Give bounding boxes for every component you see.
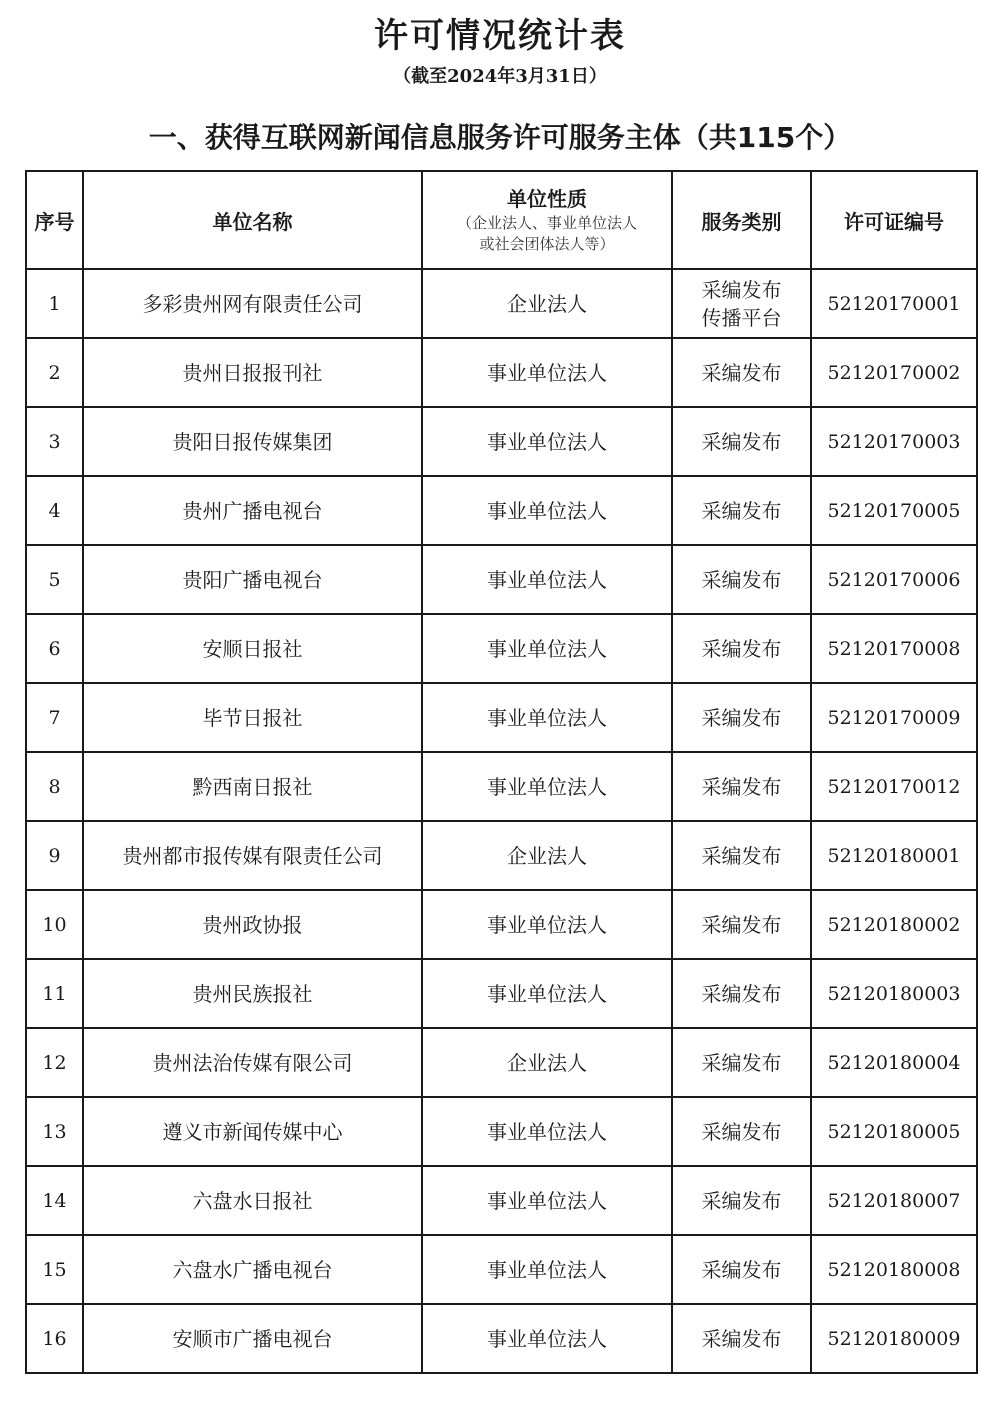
cell-service-type: 采编发布 (672, 1235, 811, 1304)
cell-index: 11 (26, 959, 83, 1028)
cell-index: 1 (26, 269, 83, 338)
cell-unit-name: 贵阳日报传媒集团 (83, 407, 422, 476)
cell-unit-nature: 事业单位法人 (422, 890, 672, 959)
cell-unit-name: 遵义市新闻传媒中心 (83, 1097, 422, 1166)
cell-license-number: 52120180008 (811, 1235, 977, 1304)
cell-license-number: 52120170005 (811, 476, 977, 545)
table-row (26, 890, 977, 959)
table-row (26, 1304, 977, 1373)
table-row (26, 407, 977, 476)
cell-unit-nature: 事业单位法人 (422, 1235, 672, 1304)
cell-unit-nature: 事业单位法人 (422, 959, 672, 1028)
table-row (26, 269, 977, 338)
table-row (26, 338, 977, 407)
table-row (26, 959, 977, 1028)
cell-unit-nature: 事业单位法人 (422, 407, 672, 476)
cell-service-type: 采编发布 (672, 476, 811, 545)
cell-license-number: 52120170009 (811, 683, 977, 752)
cell-unit-nature: 事业单位法人 (422, 338, 672, 407)
cell-index: 16 (26, 1304, 83, 1373)
cell-license-number: 52120180003 (811, 959, 977, 1028)
cell-license-number: 52120180007 (811, 1166, 977, 1235)
cell-service-type: 采编发布 (672, 890, 811, 959)
table-row (26, 614, 977, 683)
section-heading: 一、获得互联网新闻信息服务许可服务主体（共115个） (148, 121, 852, 154)
document-subtitle: （截至2024年3月31日） (393, 66, 607, 87)
cell-unit-nature: 事业单位法人 (422, 1097, 672, 1166)
cell-service-type: 采编发布 (672, 545, 811, 614)
document-title: 许可情况统计表 (374, 16, 626, 56)
table-row (26, 683, 977, 752)
table-row (26, 476, 977, 545)
cell-unit-name: 安顺市广播电视台 (83, 1304, 422, 1373)
cell-index: 4 (26, 476, 83, 545)
cell-license-number: 52120170008 (811, 614, 977, 683)
cell-index: 13 (26, 1097, 83, 1166)
cell-unit-name: 贵州民族报社 (83, 959, 422, 1028)
cell-index: 5 (26, 545, 83, 614)
permit-table (25, 170, 978, 1374)
table-body (26, 269, 977, 1373)
header-license: 许可证编号 (811, 171, 977, 269)
cell-unit-nature: 事业单位法人 (422, 1304, 672, 1373)
cell-license-number: 52120170003 (811, 407, 977, 476)
cell-service-type: 采编发布 (672, 614, 811, 683)
cell-unit-name: 六盘水广播电视台 (83, 1235, 422, 1304)
table-row (26, 545, 977, 614)
cell-license-number: 52120180005 (811, 1097, 977, 1166)
cell-index: 12 (26, 1028, 83, 1097)
cell-unit-name: 黔西南日报社 (83, 752, 422, 821)
cell-license-number: 52120180001 (811, 821, 977, 890)
table-row (26, 1028, 977, 1097)
cell-unit-name: 贵州广播电视台 (83, 476, 422, 545)
cell-unit-nature: 事业单位法人 (422, 752, 672, 821)
cell-service-type: 采编发布 (672, 1097, 811, 1166)
cell-unit-name: 贵阳广播电视台 (83, 545, 422, 614)
cell-index: 14 (26, 1166, 83, 1235)
cell-unit-nature: 事业单位法人 (422, 614, 672, 683)
cell-license-number: 52120170006 (811, 545, 977, 614)
cell-unit-name: 贵州政协报 (83, 890, 422, 959)
cell-license-number: 52120180004 (811, 1028, 977, 1097)
cell-unit-name: 多彩贵州网有限责任公司 (83, 269, 422, 338)
header-nature (422, 171, 672, 269)
cell-service-type: 采编发布 (672, 1028, 811, 1097)
cell-unit-nature: 事业单位法人 (422, 1166, 672, 1235)
cell-index: 2 (26, 338, 83, 407)
cell-index: 6 (26, 614, 83, 683)
table-row (26, 1097, 977, 1166)
cell-service-type: 采编发布 (672, 821, 811, 890)
cell-service-type: 采编发布 (672, 683, 811, 752)
cell-unit-nature: 事业单位法人 (422, 545, 672, 614)
cell-index: 7 (26, 683, 83, 752)
cell-index: 8 (26, 752, 83, 821)
cell-unit-nature: 企业法人 (422, 1028, 672, 1097)
cell-index: 3 (26, 407, 83, 476)
cell-unit-name: 安顺日报社 (83, 614, 422, 683)
cell-license-number: 52120170001 (811, 269, 977, 338)
cell-service-type: 采编发布 (672, 338, 811, 407)
cell-unit-name: 贵州都市报传媒有限责任公司 (83, 821, 422, 890)
cell-unit-nature: 事业单位法人 (422, 683, 672, 752)
table-row (26, 1166, 977, 1235)
cell-index: 15 (26, 1235, 83, 1304)
cell-service-type: 采编发布 (672, 1166, 811, 1235)
header-index: 序号 (26, 171, 83, 269)
header-name: 单位名称 (83, 171, 422, 269)
header-service: 服务类别 (672, 171, 811, 269)
cell-unit-name: 贵州法治传媒有限公司 (83, 1028, 422, 1097)
cell-unit-name: 贵州日报报刊社 (83, 338, 422, 407)
table-row (26, 1235, 977, 1304)
cell-license-number: 52120170002 (811, 338, 977, 407)
cell-service-type: 采编发布 (672, 407, 811, 476)
cell-index: 10 (26, 890, 83, 959)
cell-unit-nature: 企业法人 (422, 269, 672, 338)
header-nature-note-line2: 或社会团体法人等） (479, 235, 615, 253)
cell-unit-nature: 企业法人 (422, 821, 672, 890)
table-header-row (26, 171, 977, 269)
cell-index: 9 (26, 821, 83, 890)
cell-unit-name: 毕节日报社 (83, 683, 422, 752)
cell-service-type: 采编发布 (672, 959, 811, 1028)
cell-unit-name: 六盘水日报社 (83, 1166, 422, 1235)
cell-license-number: 52120180009 (811, 1304, 977, 1373)
table-row (26, 752, 977, 821)
cell-license-number: 52120170012 (811, 752, 977, 821)
cell-license-number: 52120180002 (811, 890, 977, 959)
header-nature-label: 单位性质 (507, 187, 587, 211)
cell-service-type: 采编发布 (672, 1304, 811, 1373)
cell-service-type: 采编发布 传播平台 (672, 269, 811, 338)
cell-service-type: 采编发布 (672, 752, 811, 821)
cell-unit-nature: 事业单位法人 (422, 476, 672, 545)
table-row (26, 821, 977, 890)
header-nature-note-line1: （企业法人、事业单位法人 (456, 214, 637, 232)
